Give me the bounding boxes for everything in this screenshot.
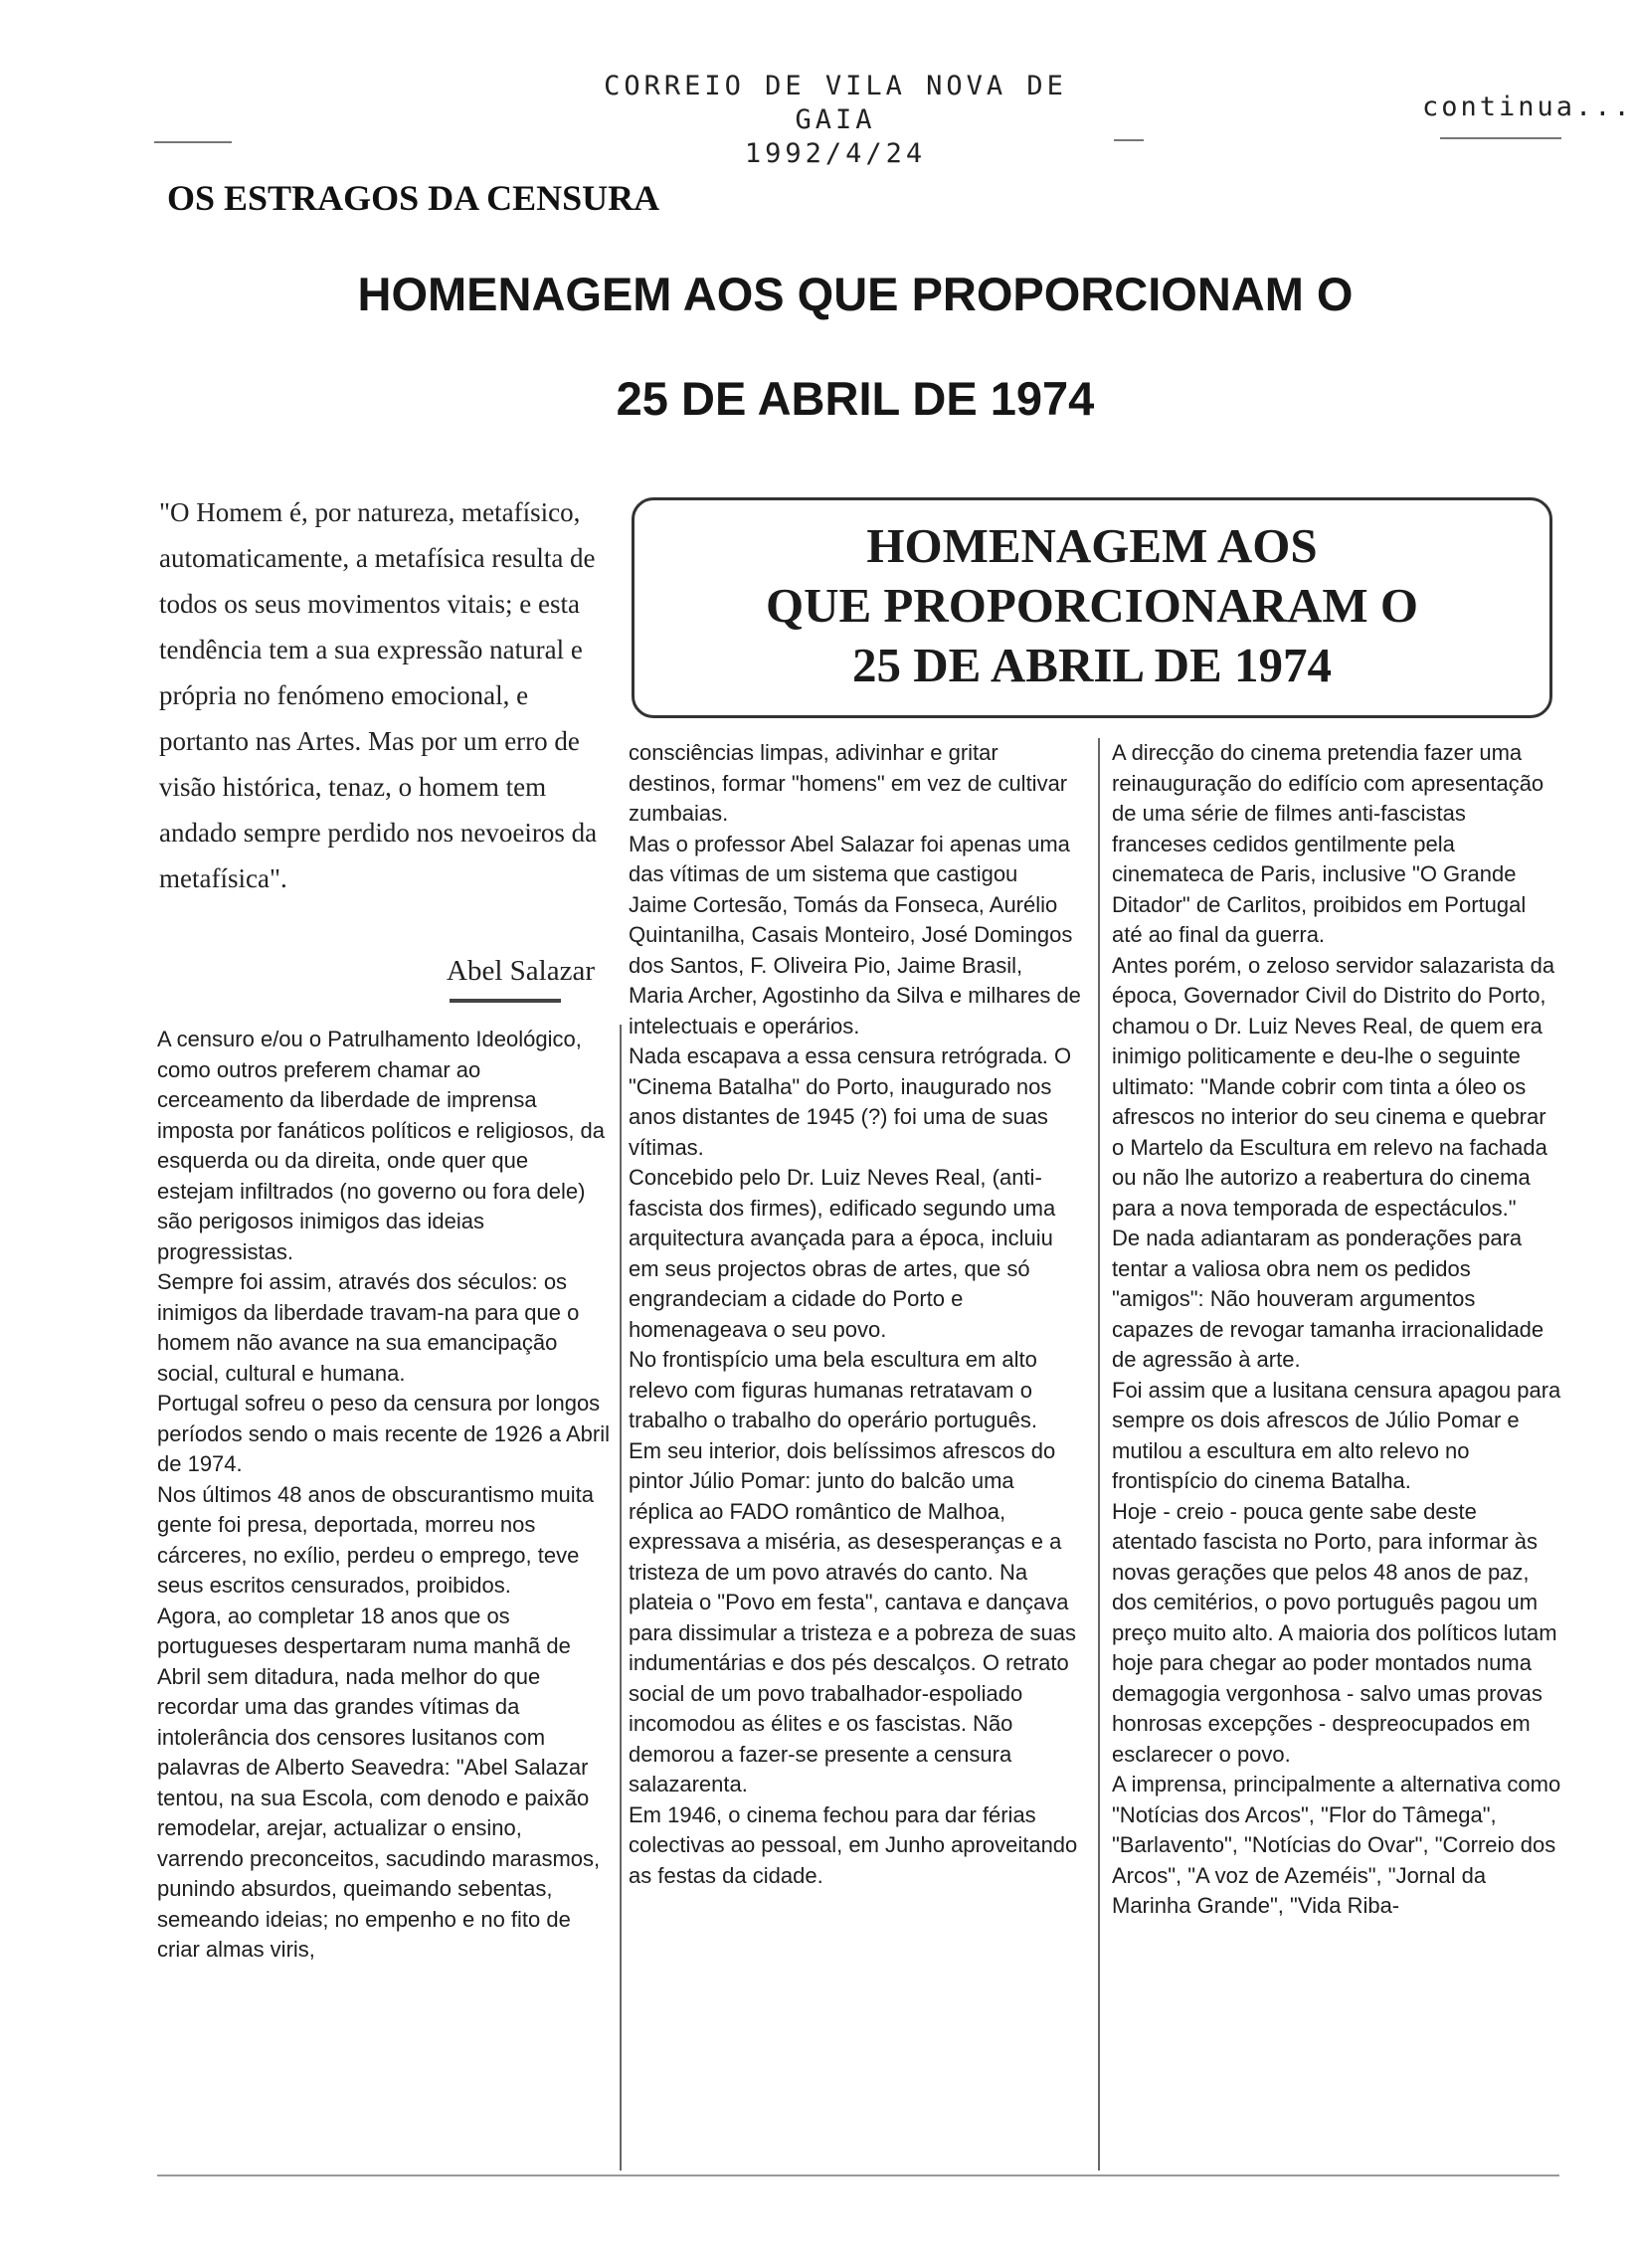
paragraph: A imprensa, principalmente a alternativa como "Notícias dos Arcos", "Flor do Tâmega", "Barlavento", "Notícias do Ovar", "Correio dos Arcos", "A voz de Azeméis", "Jornal da Marinha Grande", "Vida Riba- (1112, 1772, 1561, 1918)
continua-note: continua... (1422, 92, 1633, 122)
headline-line-2: 25 DE ABRIL DE 1974 (616, 372, 1095, 425)
top-rule-mid (1114, 139, 1144, 141)
bottom-rule (157, 2174, 1559, 2176)
paragraph: Concebido pelo Dr. Luiz Neves Real, (anti-fascista dos firmes), edificado segundo uma arquitectura avançada para a época, incluiu em seus projectos obras de artes, que só engrandeciam a cidade do Porto e homenageava o seu povo. (629, 1165, 1056, 1342)
paragraph: Mas o professor Abel Salazar foi apenas uma das vítimas de um sistema que castigou Jaime Cortesão, Tomás da Fonseca, Aurélio Quintanilha, Casais Monteiro, José Domingos dos Santos, F. Oliveira Pio, Jaime Brasil, Maria Archer, Agostinho da Silva e milhares de intelectuais e operários. (629, 831, 1081, 1039)
paragraph: consciências limpas, adivinhar e gritar destinos, formar "homens" em vez de cultivar zumbaias. (629, 740, 1068, 826)
paragraph: Antes porém, o zeloso servidor salazarista da época, Governador Civil do Distrito do Porto, chamou o Dr. Luiz Neves Real, de quem era inimigo politicamente e deu-lhe o seguinte ultimato: "Mande cobrir com tinta a óleo os afrescos no interior do seu cinema e quebrar o Martelo da Escultura em relevo na fachada ou não lhe autorizo a reabertura do cinema para a nova temporada de espectáculos." (1112, 952, 1555, 1221)
column-right (1112, 738, 1561, 1922)
headline-line-1: HOMENAGEM AOS QUE PROPORCIONAM O (357, 268, 1354, 320)
paragraph: Em seu interior, dois belíssimos afrescos do pintor Júlio Pomar: junto do balcão uma réplica ao FADO romântico de Malhoa, expressava a miséria, as desesperanças e a tristeza de um povo através do canto. Na plateia o "Povo em festa", cantava e dançava para dissimular a tristeza e a pobreza de suas indumentárias e dos pés descalços. O retrato social de um povo trabalhador-espoliado incomodou as élites e os fascistas. Não demorou a fazer-se presente a censura salazarenta. (629, 1437, 1077, 1796)
paragraph: De nada adiantaram as ponderações para tentar a valiosa obra nem os pedidos "amigos": Não houveram argumentos capazes de revogar tamanha irracionalidade de agressão à arte. (1112, 1226, 1544, 1372)
paragraph: Foi assim que a lusitana censura apagou para sempre os dois afrescos de Júlio Pomar e mutilou a escultura em alto relevo no frontispício do cinema Batalha. (1112, 1377, 1561, 1493)
paragraph: A direcção do cinema pretendia fazer uma reinauguração do edifício com apresentação de uma série de filmes anti-fascistas franceses cedidos gentilmente pela cinemateca de Paris, inclusive "O Grande Ditador" de Carlitos, proibidos em Portugal até ao final da guerra. (1112, 740, 1544, 947)
boxed-title-line-3: 25 DE ABRIL DE 1974 (852, 638, 1332, 692)
boxed-title-line-1: HOMENAGEM AOS (866, 518, 1318, 573)
column-left (157, 1025, 610, 1966)
paragraph: Nada escapava a essa censura retrógrada. O "Cinema Batalha" do Porto, inaugurado nos anos distantes de 1945 (?) foi uma de suas vítimas. (629, 1043, 1072, 1160)
publication-date: 1992/4/24 (744, 138, 927, 169)
paragraph: Portugal sofreu o peso da censura por longos períodos sendo o mais recente de 1926 a Abril de 1974. (157, 1391, 610, 1476)
author-underline (450, 999, 561, 1003)
top-rule-right (1440, 137, 1561, 139)
column-middle (629, 738, 1081, 1891)
masthead (557, 70, 1114, 171)
epigraph-quote: "O Homem é, por natureza, metafísico, automaticamente, a metafísica resulta de todos os seus movimentos vitais; e esta tendência tem a sua expressão natural e própria no fenómeno emocional, e portanto nas Artes. Mas por um erro de visão histórica, tenaz, o homem tem andado sempre perdido nos nevoeiros da metafísica". (159, 497, 598, 893)
boxed-title (632, 497, 1552, 718)
top-rule-left (154, 141, 232, 143)
boxed-title-line-2: QUE PROPORCIONARAM O (765, 578, 1419, 633)
paragraph: Sempre foi assim, através dos séculos: os inimigos da liberdade travam-na para que o homem não avance na sua emancipação social, cultural e humana. (157, 1269, 580, 1386)
paragraph: Agora, ao completar 18 anos que os portugueses despertaram numa manhã de Abril sem ditadura, nada melhor do que recordar uma das grandes vítimas da intolerância dos censores lusitanos com palavras de Alberto Seavedra: "Abel Salazar tentou, na sua Escola, com denodo e paixão remodelar, arejar, actualizar o ensino, varrendo preconceitos, sacudindo marasmos, punindo absurdos, queimando sebentas, semeando ideias; no empenho e no fito de criar almas viris, (157, 1603, 601, 1962)
newspaper-name: CORREIO DE VILA NOVA DE GAIA (604, 71, 1067, 135)
paragraph: No frontispício uma bela escultura em alto relevo com figuras humanas retratavam o trabalho o trabalho do operário português. (629, 1347, 1037, 1432)
paragraph: Hoje - creio - pouca gente sabe deste atentado fascista no Porto, para informar às novas gerações que pelos 48 anos de paz, dos cemitérios, o povo português pagou um preço muito alto. A maioria dos políticos lutam hoje para chegar ao poder montados numa demagogia vergonhosa - salvo umas provas honrosas excepções - despreocupados em esclarecer o povo. (1112, 1498, 1557, 1767)
paragraph: Em 1946, o cinema fechou para dar férias colectivas ao pessoal, em Junho aproveitando as festas da cidade. (629, 1801, 1078, 1888)
section-kicker: OS ESTRAGOS DA CENSURA (167, 178, 660, 218)
paragraph: Nos últimos 48 anos de obscurantismo muita gente foi presa, deportada, morreu nos cárceres, no exílio, perdeu o emprego, teve seus escritos censurados, proibidos. (157, 1481, 594, 1598)
paragraph: A censuro e/ou o Patrulhamento Ideológico, como outros preferem chamar ao cerceamento da liberdade de imprensa imposta por fanáticos políticos e religiosos, da esquerda ou da direita, onde quer que estejam infiltrados (no governo ou fora dele) são perigosos inimigos das ideias progressistas. (157, 1027, 606, 1264)
column-divider-1 (620, 1025, 622, 2171)
epigraph-author: Abel Salazar (447, 955, 595, 987)
column-divider-2 (1098, 738, 1100, 2171)
